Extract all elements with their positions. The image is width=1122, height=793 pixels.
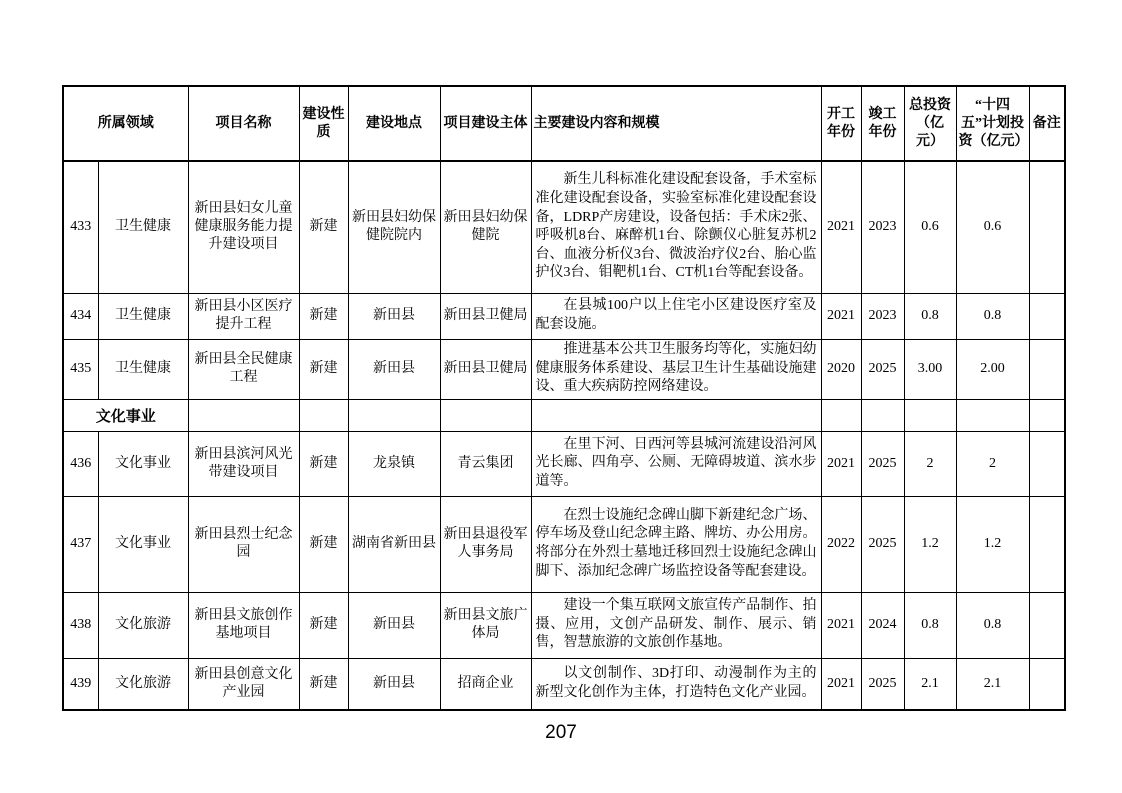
row-number: 439: [63, 658, 98, 710]
table-header-row: [63, 86, 1065, 161]
cell-content: 在县城100户以上住宅小区建设医疗室及配套设施。: [531, 293, 821, 339]
cell-start-year: 2022: [821, 496, 861, 592]
cell-project-name: 新田县全民健康工程: [188, 339, 299, 399]
cell-start-year: 2021: [821, 592, 861, 658]
row-number: 433: [63, 161, 98, 293]
empty-cell: [348, 399, 440, 431]
cell-field: 卫生健康: [98, 161, 188, 293]
cell-start-year: 2021: [821, 161, 861, 293]
cell-start-year: 2021: [821, 293, 861, 339]
cell-field: 卫生健康: [98, 339, 188, 399]
cell-location: 龙泉镇: [348, 431, 440, 496]
empty-cell: [531, 399, 821, 431]
empty-cell: [1029, 399, 1065, 431]
cell-entity: 新田县卫健局: [440, 339, 531, 399]
cell-location: 新田县: [348, 658, 440, 710]
col-header-end-year: 竣工年份: [861, 86, 904, 161]
cell-plan-investment: 2.00: [956, 339, 1029, 399]
empty-cell: [188, 399, 299, 431]
cell-end-year: 2023: [861, 293, 904, 339]
cell-total-investment: 0.6: [904, 161, 956, 293]
cell-start-year: 2020: [821, 339, 861, 399]
cell-end-year: 2023: [861, 161, 904, 293]
cell-total-investment: 0.8: [904, 293, 956, 339]
col-header-location: 建设地点: [348, 86, 440, 161]
cell-project-name: 新田县文旅创作基地项目: [188, 592, 299, 658]
cell-nature: 新建: [299, 431, 348, 496]
empty-cell: [440, 399, 531, 431]
cell-plan-investment: 2: [956, 431, 1029, 496]
row-number: 438: [63, 592, 98, 658]
table-row: [63, 339, 1065, 399]
cell-nature: 新建: [299, 592, 348, 658]
cell-nature: 新建: [299, 496, 348, 592]
row-number: 435: [63, 339, 98, 399]
cell-field: 文化事业: [98, 431, 188, 496]
col-header-project-name: 项目名称: [188, 86, 299, 161]
cell-project-name: 新田县烈士纪念园: [188, 496, 299, 592]
cell-entity: 新田县卫健局: [440, 293, 531, 339]
row-number: 434: [63, 293, 98, 339]
empty-cell: [861, 399, 904, 431]
cell-plan-investment: 2.1: [956, 658, 1029, 710]
cell-nature: 新建: [299, 339, 348, 399]
cell-total-investment: 1.2: [904, 496, 956, 592]
cell-end-year: 2025: [861, 496, 904, 592]
col-header-total-investment: 总投资（亿元）: [904, 86, 956, 161]
cell-plan-investment: 0.8: [956, 592, 1029, 658]
cell-remark: [1029, 592, 1065, 658]
cell-end-year: 2025: [861, 339, 904, 399]
col-header-plan-investment: “十四五”计划投资（亿元）: [956, 86, 1029, 161]
cell-remark: [1029, 431, 1065, 496]
cell-remark: [1029, 293, 1065, 339]
cell-nature: 新建: [299, 293, 348, 339]
table-row: [63, 293, 1065, 339]
cell-location: 新田县: [348, 339, 440, 399]
col-header-nature: 建设性质: [299, 86, 348, 161]
cell-content: 新生儿科标准化建设配套设备，手术室标准化建设配套设备，实验室标准化建设配套设备，LDRP产房建设，设备包括：手术床2张、呼吸机8台、麻醉机1台、除颤仪心脏复苏机2台、血液分析仪3台、微波治疗仪2台、胎心监护仪3台、钼靶机1台、CT机1台等配套设备。: [531, 161, 821, 293]
cell-remark: [1029, 339, 1065, 399]
col-header-start-year: 开工年份: [821, 86, 861, 161]
cell-project-name: 新田县妇女儿童健康服务能力提升建设项目: [188, 161, 299, 293]
cell-end-year: 2025: [861, 431, 904, 496]
cell-content: 以文创制作、3D打印、动漫制作为主的新型文化创作为主体，打造特色文化产业园。: [531, 658, 821, 710]
cell-entity: 新田县退役军人事务局: [440, 496, 531, 592]
cell-content: 在里下河、日西河等县城河流建设沿河风光长廊、四角亭、公厕、无障碍坡道、滨水步道等。: [531, 431, 821, 496]
cell-total-investment: 3.00: [904, 339, 956, 399]
empty-cell: [821, 399, 861, 431]
cell-remark: [1029, 658, 1065, 710]
cell-total-investment: 0.8: [904, 592, 956, 658]
cell-total-investment: 2: [904, 431, 956, 496]
cell-end-year: 2025: [861, 658, 904, 710]
section-label: 文化事业: [63, 399, 188, 431]
table-row: [63, 592, 1065, 658]
cell-project-name: 新田县创意文化产业园: [188, 658, 299, 710]
table-row: [63, 431, 1065, 496]
section-row: [63, 399, 1065, 431]
cell-location: 新田县妇幼保健院院内: [348, 161, 440, 293]
cell-project-name: 新田县小区医疗提升工程: [188, 293, 299, 339]
cell-nature: 新建: [299, 161, 348, 293]
cell-plan-investment: 0.8: [956, 293, 1029, 339]
cell-entity: 新田县文旅广体局: [440, 592, 531, 658]
table-row: [63, 658, 1065, 710]
empty-cell: [904, 399, 956, 431]
table-row: [63, 161, 1065, 293]
cell-remark: [1029, 496, 1065, 592]
cell-location: 湖南省新田县: [348, 496, 440, 592]
empty-cell: [299, 399, 348, 431]
cell-location: 新田县: [348, 293, 440, 339]
cell-remark: [1029, 161, 1065, 293]
col-header-field: 所属领域: [63, 86, 188, 161]
cell-start-year: 2021: [821, 658, 861, 710]
cell-entity: 青云集团: [440, 431, 531, 496]
col-header-content: 主要建设内容和规模: [531, 86, 821, 161]
cell-start-year: 2021: [821, 431, 861, 496]
projects-table: [62, 85, 1066, 711]
row-number: 436: [63, 431, 98, 496]
cell-field: 卫生健康: [98, 293, 188, 339]
table-row: [63, 496, 1065, 592]
cell-project-name: 新田县滨河风光带建设项目: [188, 431, 299, 496]
empty-cell: [956, 399, 1029, 431]
cell-entity: 招商企业: [440, 658, 531, 710]
cell-field: 文化事业: [98, 496, 188, 592]
cell-total-investment: 2.1: [904, 658, 956, 710]
cell-content: 在烈士设施纪念碑山脚下新建纪念广场、停车场及登山纪念碑主路、牌坊、办公用房。将部分在外烈士墓地迁移回烈士设施纪念碑山脚下、添加纪念碑广场监控设备等配套建设。: [531, 496, 821, 592]
cell-field: 文化旅游: [98, 592, 188, 658]
cell-content: 建设一个集互联网文旅宣传产品制作、拍摄、应用，文创产品研发、制作、展示、销售，智慧旅游的文旅创作基地。: [531, 592, 821, 658]
cell-content: 推进基本公共卫生服务均等化，实施妇幼健康服务体系建设、基层卫生计生基础设施建设、重大疾病防控网络建设。: [531, 339, 821, 399]
cell-plan-investment: 1.2: [956, 496, 1029, 592]
col-header-remark: 备注: [1029, 86, 1065, 161]
cell-end-year: 2024: [861, 592, 904, 658]
cell-field: 文化旅游: [98, 658, 188, 710]
cell-location: 新田县: [348, 592, 440, 658]
cell-plan-investment: 0.6: [956, 161, 1029, 293]
col-header-entity: 项目建设主体: [440, 86, 531, 161]
row-number: 437: [63, 496, 98, 592]
cell-nature: 新建: [299, 658, 348, 710]
page-number: 207: [545, 722, 577, 743]
cell-entity: 新田县妇幼保健院: [440, 161, 531, 293]
